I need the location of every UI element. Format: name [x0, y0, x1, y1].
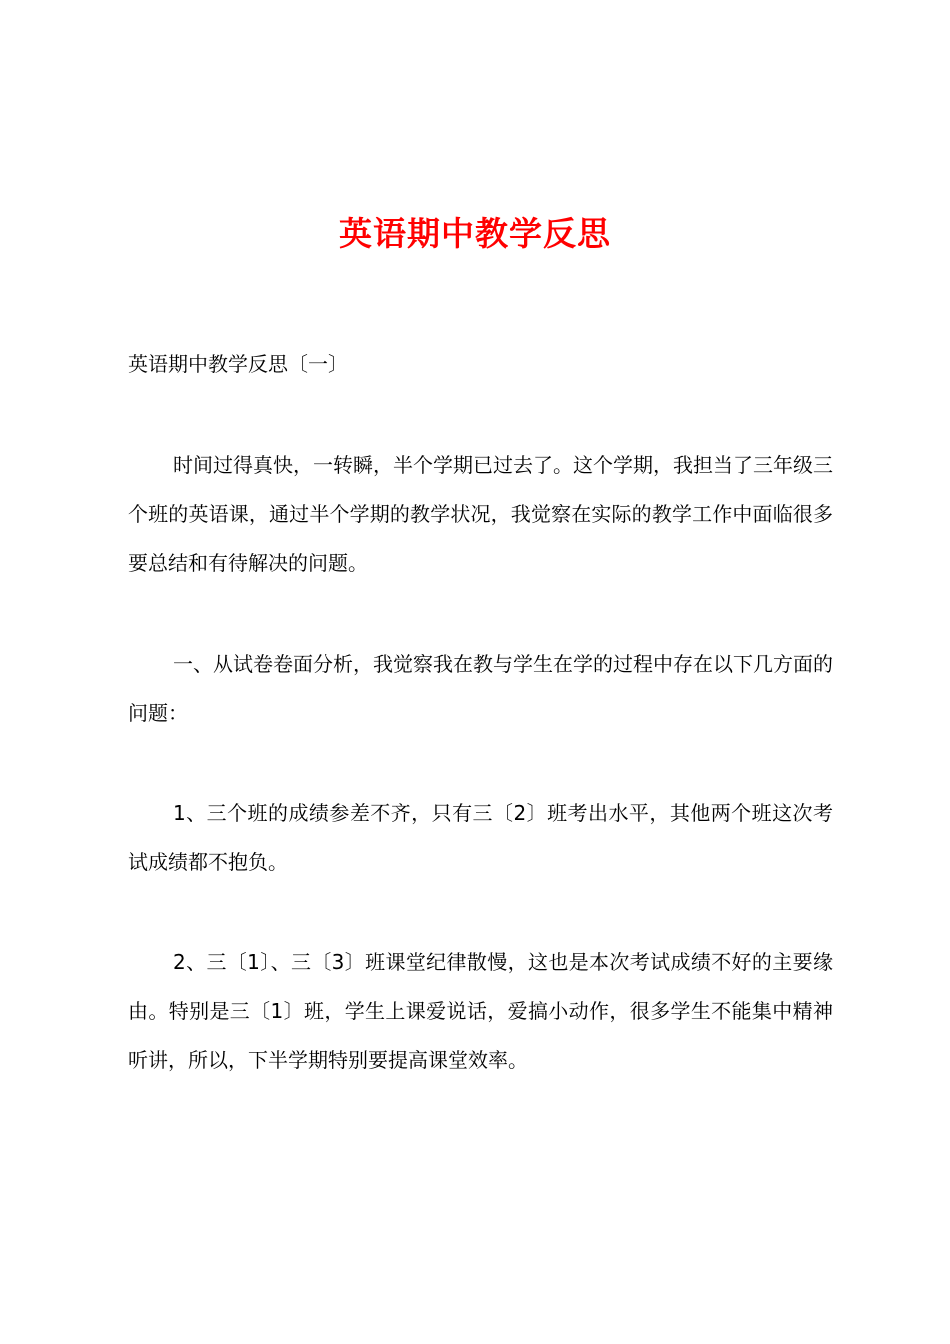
paragraph-intro: 时间过得真快，一转瞬，半个学期已过去了。这个学期，我担当了三年级三个班的英语课，通过半个学期的教学状况，我觉察在实际的教学工作中面临很多要总结和有待解决的问题。	[128, 453, 833, 575]
document-title: 英语期中教学反思	[339, 214, 611, 253]
paragraph-point-1: 1、三个班的成绩参差不齐，只有三〔2〕班考出水平，其他两个班这次考试成绩都不抱负。	[128, 801, 833, 874]
section-heading: 英语期中教学反思〔一〕	[128, 352, 348, 376]
paragraph-point-2: 2、三〔1〕、三〔3〕班课堂纪律散慢，这也是本次考试成绩不好的主要缘由。特别是三〔1〕班，学生上课爱说话，爱搞小动作，很多学生不能集中精神听讲，所以，下半学期特别要提高课堂效率。	[128, 950, 833, 1072]
paragraph-analysis-heading: 一、从试卷卷面分析，我觉察我在教与学生在学的过程中存在以下几方面的问题：	[128, 652, 833, 725]
